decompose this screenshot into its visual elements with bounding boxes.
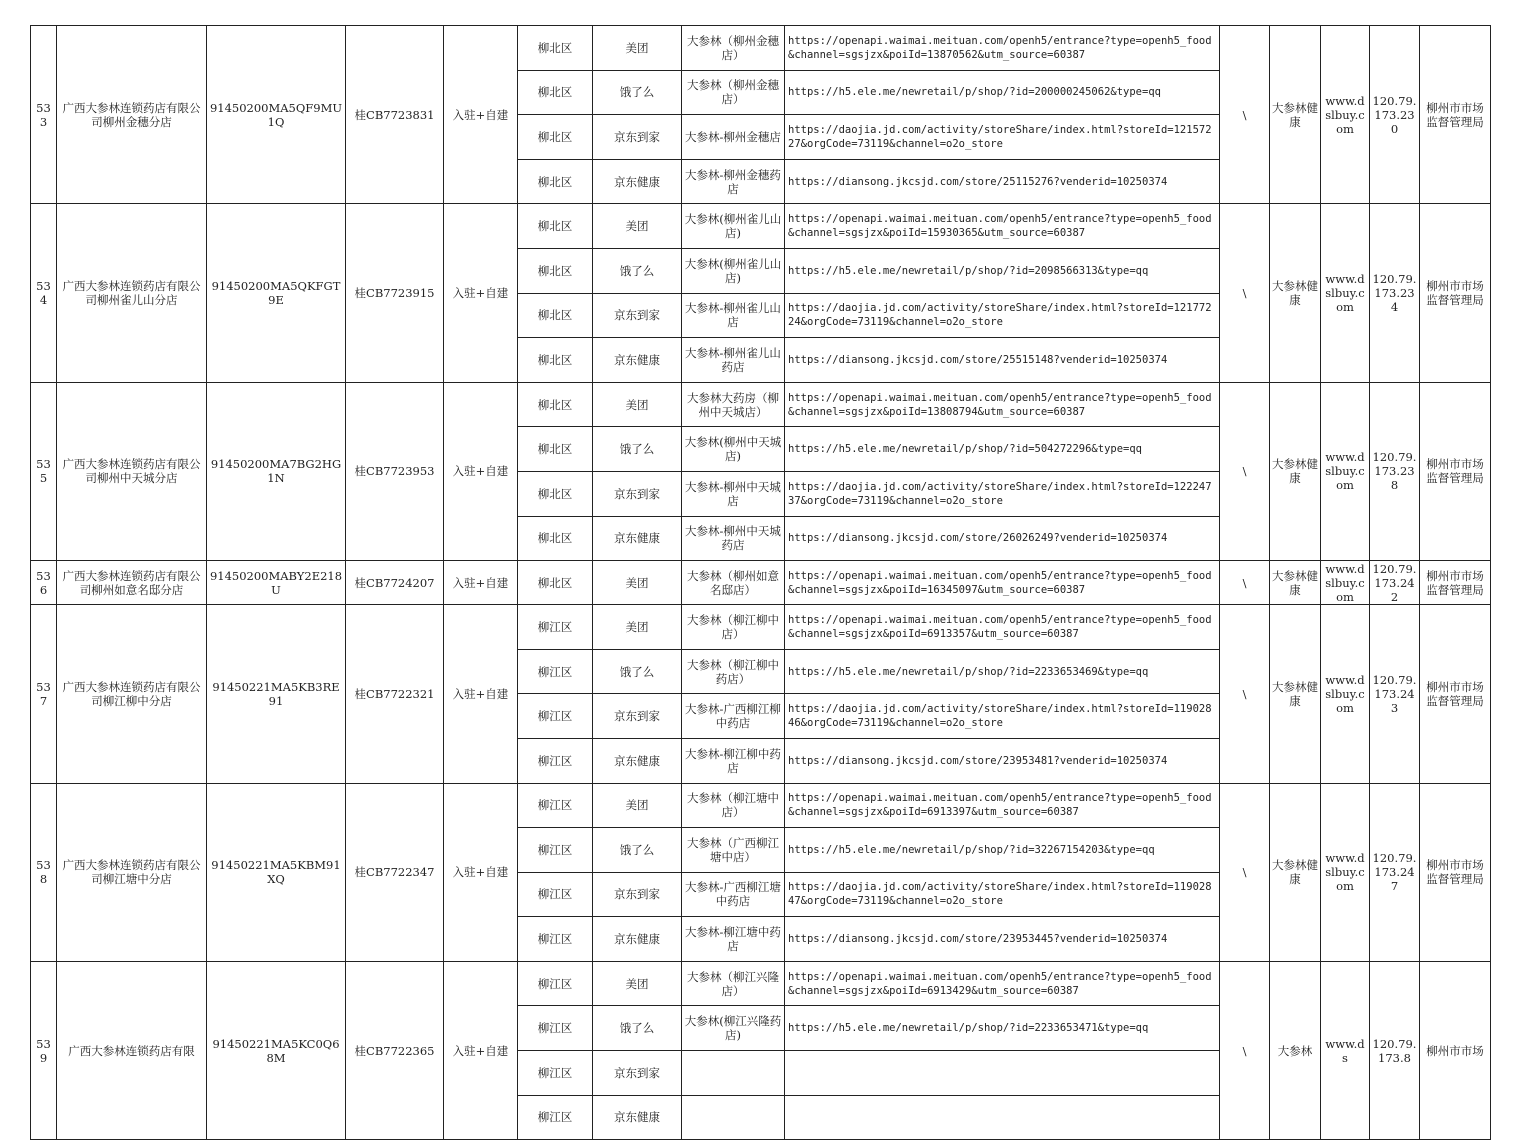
- company-name: 广西大参林连锁药店有限: [57, 961, 207, 1139]
- store-url[interactable]: https://h5.ele.me/newretail/p/shop/?id=2233653469&type=qq: [785, 649, 1220, 694]
- row-number: 533: [31, 26, 57, 204]
- store-url[interactable]: https://h5.ele.me/newretail/p/shop/?id=32267154203&type=qq: [785, 828, 1220, 873]
- business-mode: 入驻+自建: [444, 382, 518, 560]
- placeholder-cell: \: [1220, 605, 1270, 783]
- platform-name: 饿了么: [593, 427, 682, 472]
- credit-code: 91450200MA7BG2HG1N: [207, 382, 346, 560]
- store-name: 大参林-柳州雀儿山药店: [682, 338, 785, 383]
- regulatory-authority: 柳州市市场: [1420, 961, 1491, 1139]
- platform-name: 美团: [593, 783, 682, 828]
- store-name: 大参林-柳州中天城店: [682, 471, 785, 516]
- store-url[interactable]: https://h5.ele.me/newretail/p/shop/?id=2098566313&type=qq: [785, 248, 1220, 293]
- store-url[interactable]: https://openapi.waimai.meituan.com/openh5/entrance?type=openh5_food&channel=sgsjzx&poiId=13808794&utm_source=60387: [785, 382, 1220, 427]
- store-table: [30, 25, 1491, 1140]
- brand-name: 大参林: [1270, 961, 1321, 1139]
- business-mode: 入驻+自建: [444, 783, 518, 961]
- table-row: [31, 26, 1491, 71]
- store-url[interactable]: https://h5.ele.me/newretail/p/shop/?id=504272296&type=qq: [785, 427, 1220, 472]
- platform-name: 京东到家: [593, 293, 682, 338]
- district: 柳江区: [518, 605, 593, 650]
- license-number: 桂CB7723831: [346, 26, 444, 204]
- platform-name: 美团: [593, 26, 682, 71]
- platform-name: 京东到家: [593, 872, 682, 917]
- credit-code: 91450221MA5KB3RE91: [207, 605, 346, 783]
- platform-name: 饿了么: [593, 649, 682, 694]
- district: 柳江区: [518, 694, 593, 739]
- ip-address: 120.79.173.242: [1370, 561, 1420, 605]
- district: 柳北区: [518, 561, 593, 605]
- ip-address: 120.79.173.238: [1370, 382, 1420, 560]
- row-number: 537: [31, 605, 57, 783]
- ip-address: 120.79.173.8: [1370, 961, 1420, 1139]
- license-number: 桂CB7722347: [346, 783, 444, 961]
- company-name: 广西大参林连锁药店有限公司柳州金穗分店: [57, 26, 207, 204]
- district: 柳江区: [518, 738, 593, 783]
- platform-name: 京东健康: [593, 159, 682, 204]
- store-name: 大参林（柳江柳中药店）: [682, 649, 785, 694]
- store-url[interactable]: https://openapi.waimai.meituan.com/openh5/entrance?type=openh5_food&channel=sgsjzx&poiId=15930365&utm_source=60387: [785, 204, 1220, 249]
- store-url[interactable]: https://h5.ele.me/newretail/p/shop/?id=2233653471&type=qq: [785, 1006, 1220, 1051]
- table-row: [31, 382, 1491, 427]
- district: 柳北区: [518, 70, 593, 115]
- ip-address: 120.79.173.234: [1370, 204, 1420, 382]
- brand-name: 大参林健康: [1270, 382, 1321, 560]
- regulatory-authority: 柳州市市场监督管理局: [1420, 382, 1491, 560]
- store-name: 大参林-广西柳江柳中药店: [682, 694, 785, 739]
- license-number: 桂CB7723953: [346, 382, 444, 560]
- district: 柳北区: [518, 204, 593, 249]
- platform-name: 京东到家: [593, 1051, 682, 1096]
- credit-code: 91450200MA5QF9MU1Q: [207, 26, 346, 204]
- platform-name: 美团: [593, 204, 682, 249]
- store-url[interactable]: https://openapi.waimai.meituan.com/openh5/entrance?type=openh5_food&channel=sgsjzx&poiId=6913357&utm_source=60387: [785, 605, 1220, 650]
- store-name: 大参林(柳州雀儿山店): [682, 248, 785, 293]
- regulatory-authority: 柳州市市场监督管理局: [1420, 605, 1491, 783]
- table-row: [31, 204, 1491, 249]
- platform-name: 京东健康: [593, 738, 682, 783]
- store-name: 大参林-柳州金穗店: [682, 115, 785, 160]
- store-name: 大参林大药房（柳州中天城店）: [682, 382, 785, 427]
- website: www.dslbuy.com: [1321, 605, 1370, 783]
- website: www.dslbuy.com: [1321, 561, 1370, 605]
- regulatory-authority: 柳州市市场监督管理局: [1420, 783, 1491, 961]
- table-row: [31, 605, 1491, 650]
- platform-name: 饿了么: [593, 1006, 682, 1051]
- store-name: 大参林（柳江柳中店）: [682, 605, 785, 650]
- platform-name: 美团: [593, 561, 682, 605]
- store-registry-sheet: [30, 25, 1490, 1125]
- platform-name: 饿了么: [593, 70, 682, 115]
- platform-name: 京东到家: [593, 471, 682, 516]
- store-url[interactable]: https://diansong.jkcsjd.com/store/23953481?venderid=10250374: [785, 738, 1220, 783]
- company-name: 广西大参林连锁药店有限公司柳州如意名邸分店: [57, 561, 207, 605]
- district: 柳北区: [518, 159, 593, 204]
- store-url[interactable]: https://openapi.waimai.meituan.com/openh5/entrance?type=openh5_food&channel=sgsjzx&poiId=13870562&utm_source=60387: [785, 26, 1220, 71]
- store-name: 大参林(柳江兴隆药店): [682, 1006, 785, 1051]
- platform-name: 京东健康: [593, 516, 682, 561]
- store-url[interactable]: https://diansong.jkcsjd.com/store/25515148?venderid=10250374: [785, 338, 1220, 383]
- ip-address: 120.79.173.243: [1370, 605, 1420, 783]
- credit-code: 91450221MA5KC0Q68M: [207, 961, 346, 1139]
- website: www.dslbuy.com: [1321, 783, 1370, 961]
- license-number: 桂CB7723915: [346, 204, 444, 382]
- platform-name: 饿了么: [593, 828, 682, 873]
- row-number: 536: [31, 561, 57, 605]
- store-url[interactable]: https://diansong.jkcsjd.com/store/25115276?venderid=10250374: [785, 159, 1220, 204]
- district: 柳北区: [518, 248, 593, 293]
- brand-name: 大参林健康: [1270, 26, 1321, 204]
- store-name: [682, 1051, 785, 1096]
- store-url[interactable]: https://diansong.jkcsjd.com/store/23953445?venderid=10250374: [785, 917, 1220, 962]
- regulatory-authority: 柳州市市场监督管理局: [1420, 204, 1491, 382]
- credit-code: 91450200MA5QKFGT9E: [207, 204, 346, 382]
- store-name: 大参林（柳江塘中店）: [682, 783, 785, 828]
- brand-name: 大参林健康: [1270, 561, 1321, 605]
- business-mode: 入驻+自建: [444, 26, 518, 204]
- placeholder-cell: \: [1220, 783, 1270, 961]
- website: www.dslbuy.com: [1321, 26, 1370, 204]
- placeholder-cell: \: [1220, 204, 1270, 382]
- placeholder-cell: \: [1220, 26, 1270, 204]
- credit-code: 91450200MABY2E218U: [207, 561, 346, 605]
- store-name: 大参林-柳州雀儿山店: [682, 293, 785, 338]
- platform-name: 京东健康: [593, 338, 682, 383]
- business-mode: 入驻+自建: [444, 561, 518, 605]
- district: 柳江区: [518, 872, 593, 917]
- company-name: 广西大参林连锁药店有限公司柳州雀儿山分店: [57, 204, 207, 382]
- store-name: 大参林-柳江柳中药店: [682, 738, 785, 783]
- store-name: 大参林-柳州中天城药店: [682, 516, 785, 561]
- company-name: 广西大参林连锁药店有限公司柳江柳中分店: [57, 605, 207, 783]
- district: 柳北区: [518, 516, 593, 561]
- store-name: 大参林（柳江兴隆店）: [682, 961, 785, 1006]
- store-name: 大参林(柳州雀儿山店): [682, 204, 785, 249]
- district: 柳江区: [518, 1051, 593, 1096]
- platform-name: 京东健康: [593, 1095, 682, 1140]
- platform-name: 京东到家: [593, 115, 682, 160]
- district: 柳北区: [518, 382, 593, 427]
- store-name: 大参林（柳州金穗店）: [682, 70, 785, 115]
- store-url[interactable]: https://daojia.jd.com/activity/storeShare/index.html?storeId=11902846&orgCode=73119&channel=o2o_store: [785, 694, 1220, 739]
- platform-name: 饿了么: [593, 248, 682, 293]
- table-row: [31, 961, 1491, 1006]
- placeholder-cell: \: [1220, 961, 1270, 1139]
- brand-name: 大参林健康: [1270, 605, 1321, 783]
- store-url[interactable]: [785, 1051, 1220, 1096]
- row-number: 539: [31, 961, 57, 1139]
- license-number: 桂CB7722365: [346, 961, 444, 1139]
- regulatory-authority: 柳州市市场监督管理局: [1420, 26, 1491, 204]
- store-name: 大参林（柳州金穗店）: [682, 26, 785, 71]
- district: 柳北区: [518, 338, 593, 383]
- license-number: 桂CB7722321: [346, 605, 444, 783]
- district: 柳江区: [518, 917, 593, 962]
- placeholder-cell: \: [1220, 382, 1270, 560]
- table-row: [31, 561, 1491, 605]
- regulatory-authority: 柳州市市场监督管理局: [1420, 561, 1491, 605]
- district: 柳江区: [518, 783, 593, 828]
- ip-address: 120.79.173.247: [1370, 783, 1420, 961]
- district: 柳北区: [518, 115, 593, 160]
- district: 柳江区: [518, 1006, 593, 1051]
- store-name: 大参林(柳州中天城店): [682, 427, 785, 472]
- store-url[interactable]: https://daojia.jd.com/activity/storeShare/index.html?storeId=12224737&orgCode=73119&channel=o2o_store: [785, 471, 1220, 516]
- store-name: 大参林-广西柳江塘中药店: [682, 872, 785, 917]
- brand-name: 大参林健康: [1270, 783, 1321, 961]
- store-name: [682, 1095, 785, 1140]
- website: www.dslbuy.com: [1321, 204, 1370, 382]
- platform-name: 美团: [593, 382, 682, 427]
- district: 柳江区: [518, 1095, 593, 1140]
- row-number: 538: [31, 783, 57, 961]
- placeholder-cell: \: [1220, 561, 1270, 605]
- credit-code: 91450221MA5KBM91XQ: [207, 783, 346, 961]
- district: 柳江区: [518, 649, 593, 694]
- row-number: 535: [31, 382, 57, 560]
- platform-name: 京东到家: [593, 694, 682, 739]
- district: 柳北区: [518, 471, 593, 516]
- row-number: 534: [31, 204, 57, 382]
- table-row: [31, 783, 1491, 828]
- district: 柳江区: [518, 961, 593, 1006]
- store-url[interactable]: https://openapi.waimai.meituan.com/openh5/entrance?type=openh5_food&channel=sgsjzx&poiId=6913397&utm_source=60387: [785, 783, 1220, 828]
- company-name: 广西大参林连锁药店有限公司柳州中天城分店: [57, 382, 207, 560]
- store-name: 大参林-柳州金穗药店: [682, 159, 785, 204]
- business-mode: 入驻+自建: [444, 204, 518, 382]
- store-url[interactable]: [785, 1095, 1220, 1140]
- ip-address: 120.79.173.230: [1370, 26, 1420, 204]
- district: 柳北区: [518, 427, 593, 472]
- store-url[interactable]: https://daojia.jd.com/activity/storeShare/index.html?storeId=11902847&orgCode=73119&channel=o2o_store: [785, 872, 1220, 917]
- district: 柳北区: [518, 293, 593, 338]
- company-name: 广西大参林连锁药店有限公司柳江塘中分店: [57, 783, 207, 961]
- district: 柳北区: [518, 26, 593, 71]
- website: www.ds: [1321, 961, 1370, 1139]
- district: 柳江区: [518, 828, 593, 873]
- store-name: 大参林-柳江塘中药店: [682, 917, 785, 962]
- store-url[interactable]: https://openapi.waimai.meituan.com/openh5/entrance?type=openh5_food&channel=sgsjzx&poiId=6913429&utm_source=60387: [785, 961, 1220, 1006]
- store-url[interactable]: https://h5.ele.me/newretail/p/shop/?id=200000245062&type=qq: [785, 70, 1220, 115]
- platform-name: 美团: [593, 961, 682, 1006]
- business-mode: 入驻+自建: [444, 605, 518, 783]
- store-name: 大参林（柳州如意名邸店）: [682, 561, 785, 605]
- platform-name: 京东健康: [593, 917, 682, 962]
- store-url[interactable]: https://daojia.jd.com/activity/storeShare/index.html?storeId=12157227&orgCode=73119&channel=o2o_store: [785, 115, 1220, 160]
- store-url[interactable]: https://openapi.waimai.meituan.com/openh5/entrance?type=openh5_food&channel=sgsjzx&poiId=16345097&utm_source=60387: [785, 561, 1220, 605]
- table-body: [31, 26, 1491, 1140]
- store-url[interactable]: https://diansong.jkcsjd.com/store/26026249?venderid=10250374: [785, 516, 1220, 561]
- platform-name: 美团: [593, 605, 682, 650]
- store-name: 大参林（广西柳江塘中店）: [682, 828, 785, 873]
- license-number: 桂CB7724207: [346, 561, 444, 605]
- website: www.dslbuy.com: [1321, 382, 1370, 560]
- brand-name: 大参林健康: [1270, 204, 1321, 382]
- business-mode: 入驻+自建: [444, 961, 518, 1139]
- store-url[interactable]: https://daojia.jd.com/activity/storeShare/index.html?storeId=12177224&orgCode=73119&channel=o2o_store: [785, 293, 1220, 338]
